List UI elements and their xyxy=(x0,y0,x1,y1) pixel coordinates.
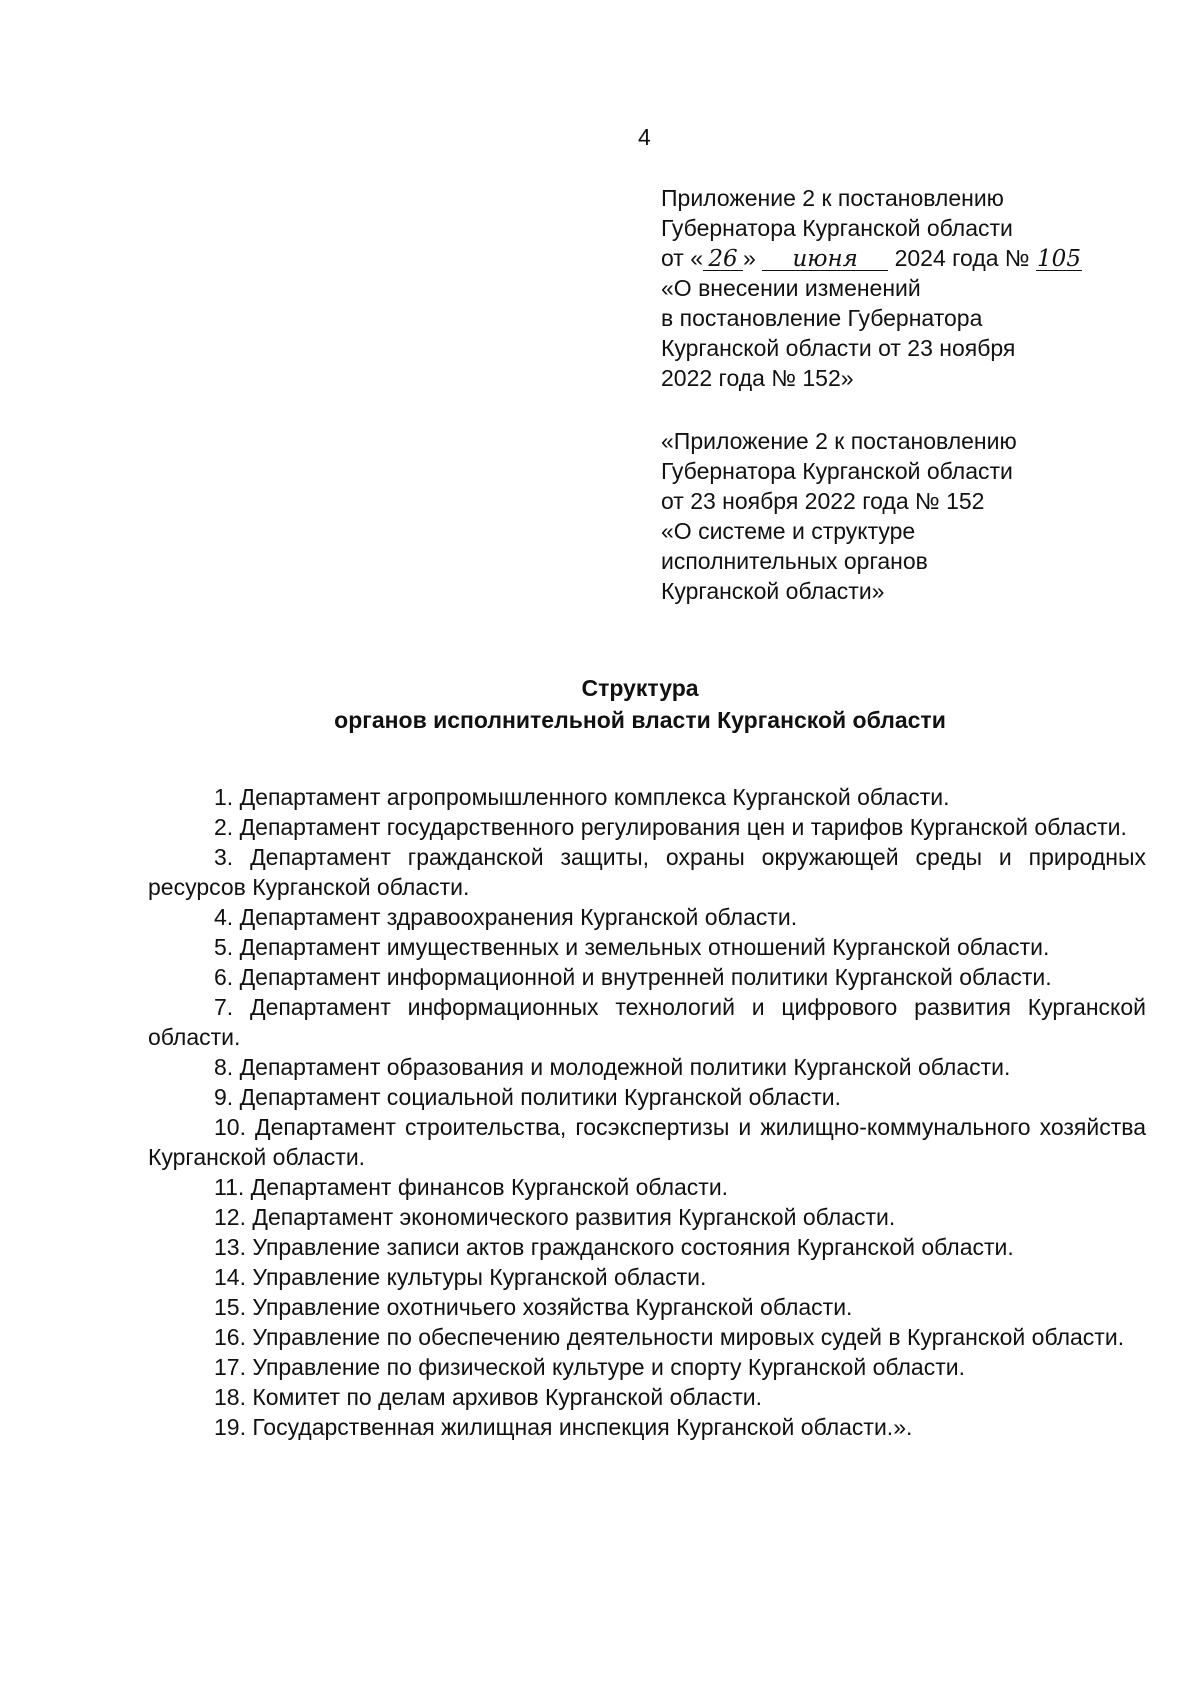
list-item: 10. Департамент строительства, госэкспертизы и жилищно-коммунального хозяйства Курганской области. xyxy=(148,1114,1146,1170)
annex-original-line-5: исполнительных органов xyxy=(661,548,928,574)
list-item: 12. Департамент экономического развития Курганской области. xyxy=(214,1204,896,1230)
annex-current-line-7: 2022 года № 152» xyxy=(661,365,854,391)
list-item: 6. Департамент информационной и внутренней политики Курганской области. xyxy=(214,964,1052,990)
annex-current-line-6: Курганской области от 23 ноября xyxy=(661,335,1016,361)
list-item: 7. Департамент информационных технологий и цифрового развития Курганской области. xyxy=(148,994,1146,1050)
annex-current-date-line xyxy=(661,243,1131,273)
list-item: 15. Управление охотничьего хозяйства Курганской области. xyxy=(214,1294,853,1320)
title-line-2: органов исполнительной власти Курганской области xyxy=(334,707,946,733)
annex-current-line-2: Губернатора Курганской области xyxy=(661,215,1013,241)
list-item: 16. Управление по обеспечению деятельности мировых судей в Курганской области. xyxy=(214,1324,1125,1350)
date-mid: » xyxy=(743,245,756,271)
list-item: 14. Управление культуры Курганской области. xyxy=(214,1264,707,1290)
date-prefix: от « xyxy=(661,245,704,271)
list-item: 4. Департамент здравоохранения Курганской области. xyxy=(214,904,798,930)
year-text: 2024 года № xyxy=(894,245,1030,271)
page-number: 4 xyxy=(638,124,651,150)
annex-current-line-4: «О внесении изменений xyxy=(661,275,921,301)
list-item: 13. Управление записи актов гражданского состояния Курганской области. xyxy=(214,1234,1014,1260)
annex-original-line-2: Губернатора Курганской области xyxy=(661,458,1013,484)
list-item: 5. Департамент имущественных и земельных отношений Курганской области. xyxy=(214,934,1050,960)
document-title xyxy=(140,672,1140,736)
annex-original-line-1: «Приложение 2 к постановлению xyxy=(661,428,1017,454)
list-item: 8. Департамент образования и молодежной политики Курганской области. xyxy=(214,1054,1011,1080)
annex-current-block xyxy=(661,183,1131,393)
handwritten-number: 105 xyxy=(1037,246,1081,272)
handwritten-day: 26 xyxy=(703,248,743,271)
list-item: 11. Департамент финансов Курганской области. xyxy=(214,1174,729,1200)
annex-current-line-1: Приложение 2 к постановлению xyxy=(661,185,1004,211)
annex-original-line-4: «О системе и структуре xyxy=(661,518,916,544)
annex-original-line-3: от 23 ноября 2022 года № 152 xyxy=(661,488,985,514)
list-item: 1. Департамент агропромышленного комплекса Курганской области. xyxy=(214,784,950,810)
annex-current-line-5: в постановление Губернатора xyxy=(661,305,983,331)
annex-original-line-6: Курганской области» xyxy=(661,578,885,604)
title-line-1: Структура xyxy=(581,675,699,701)
list-item: 18. Комитет по делам архивов Курганской области. xyxy=(214,1384,763,1410)
list-item: 19. Государственная жилищная инспекция Курганской области.». xyxy=(214,1414,913,1440)
structure-list xyxy=(148,782,1146,1442)
handwritten-month: июня xyxy=(762,248,888,271)
annex-original-block xyxy=(661,426,1131,606)
list-item: 17. Управление по физической культуре и спорту Курганской области. xyxy=(214,1354,965,1380)
list-item: 9. Департамент социальной политики Курганской области. xyxy=(214,1084,842,1110)
list-item: 3. Департамент гражданской защиты, охраны окружающей среды и природных ресурсов Курганской области. xyxy=(148,844,1146,900)
list-item: 2. Департамент государственного регулирования цен и тарифов Курганской области. xyxy=(214,814,1127,840)
